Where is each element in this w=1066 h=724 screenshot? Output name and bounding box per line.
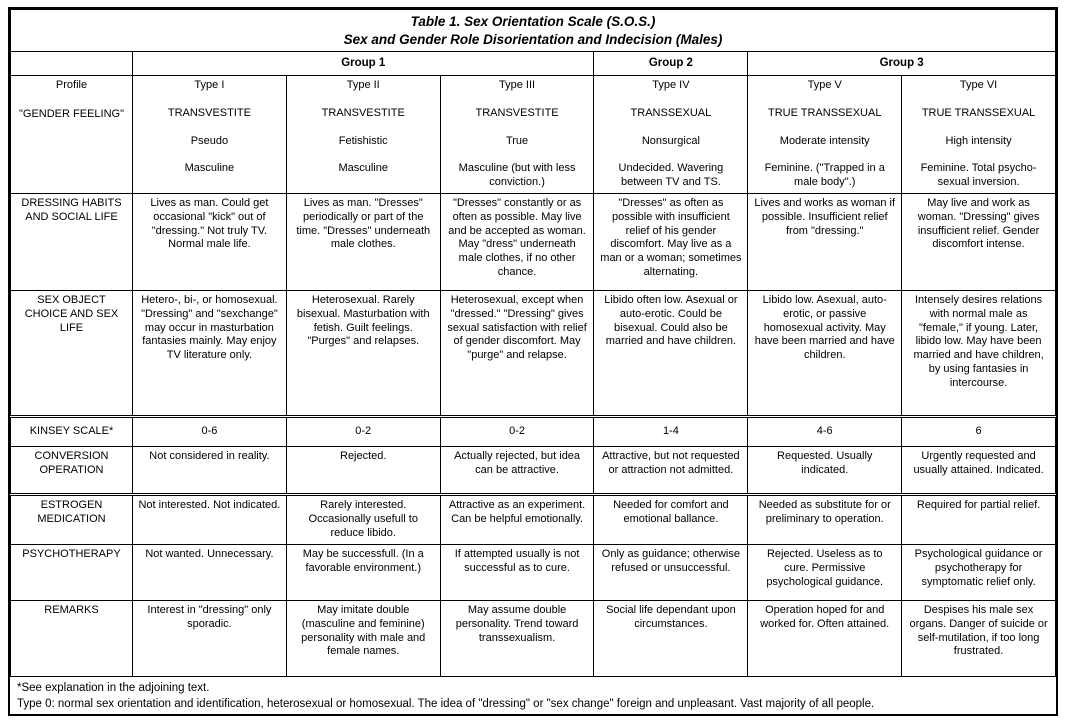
row-label: SEX OBJECT CHOICE AND SEX LIFE [11, 291, 133, 417]
table-cell: Heterosexual, except when "dressed." "Dressing" gives sexual satisfaction with relief of gender discomfort. May "purge" and relapse. [440, 291, 594, 417]
profile-type4-cell [594, 76, 748, 194]
profile-type3-cell [440, 76, 594, 194]
table-cell: 4-6 [748, 417, 902, 447]
table-cell: Lives and works as woman if possible. Insufficient relief from "dressing." [748, 194, 902, 291]
sos-table [10, 9, 1056, 677]
type-heading: Type IV [652, 79, 690, 92]
table-cell: Requested. Usually indicated. [748, 447, 902, 495]
group3-header: Group 3 [748, 52, 1056, 76]
table-cell: May be successfull. (In a favorable environment.) [286, 545, 440, 601]
profile-label: Profile [55, 79, 88, 92]
group1-header: Group 1 [133, 52, 594, 76]
table-cell: Urgently requested and usually attained. Indicated. [902, 447, 1056, 495]
table-cell: Libido often low. Asexual or auto-erotic. Could be bisexual. Could also be married and have children. [594, 291, 748, 417]
table-cell: Needed as substitute for or preliminary to operation. [748, 495, 902, 545]
profile-type1-cell [133, 76, 287, 194]
type-subtype: Moderate intensity [779, 134, 870, 147]
table-title-line1: Table 1. Sex Orientation Scale (S.O.S.) [410, 14, 656, 29]
type-name: TRUE TRANSSEXUAL [767, 106, 882, 119]
table-cell: Attractive as an experiment. Can be helpful emotionally. [440, 495, 594, 545]
table-cell: May imitate double (masculine and feminine) personality with male and female names. [286, 601, 440, 677]
table-cell: Rejected. [286, 447, 440, 495]
type-name: TRANSSEXUAL [630, 106, 712, 119]
row-dressing-habits [11, 194, 1056, 291]
type-heading: Type III [499, 79, 536, 92]
row-sex-object-choice [11, 291, 1056, 417]
table-title-line2: Sex and Gender Role Disorientation and Indecision (Males) [343, 31, 723, 47]
row-conversion-operation [11, 447, 1056, 495]
profile-row-label [11, 76, 133, 194]
table-title-cell [11, 10, 1056, 52]
type-subtype: Nonsurgical [641, 134, 700, 147]
table-cell: Not interested. Not indicated. [133, 495, 287, 545]
table-cell: "Dresses" constantly or as often as possible. May live and be accepted as woman. May "dress" underneath male clothes, if no other chance. [440, 194, 594, 291]
footnote-asterisk: *See explanation in the adjoining text. [17, 682, 210, 695]
table-cell: May assume double personality. Trend toward transsexualism. [440, 601, 594, 677]
table-cell: Actually rejected, but idea can be attractive. [440, 447, 594, 495]
table-cell: Heterosexual. Rarely bisexual. Masturbation with fetish. Guilt feelings. "Purges" and relapses. [286, 291, 440, 417]
table-cell: 6 [902, 417, 1056, 447]
row-estrogen-medication [11, 495, 1056, 545]
type-heading: Type VI [959, 79, 998, 92]
type-subtype: High intensity [945, 134, 1012, 147]
profile-type2-cell [286, 76, 440, 194]
profile-row [11, 76, 1056, 194]
table-cell: Lives as man. "Dresses" periodically or part of the time. "Dresses" underneath male clothes. [286, 194, 440, 291]
table-cell: Lives as man. Could get occasional "kick" out of "dressing." Not truly TV. Normal male life. [133, 194, 287, 291]
table-cell: Interest in "dressing" only sporadic. [133, 601, 287, 677]
table-cell: 0-2 [286, 417, 440, 447]
type-name: TRUE TRANSSEXUAL [921, 106, 1036, 119]
table-cell: Only as guidance; otherwise refused or unsuccessful. [594, 545, 748, 601]
type-feeling: Feminine. Total psycho-sexual inversion. [920, 162, 1037, 189]
profile-type6-cell [902, 76, 1056, 194]
row-label: CONVERSION OPERATION [11, 447, 133, 495]
row-label: REMARKS [11, 601, 133, 677]
table-cell: If attempted usually is not successful as to cure. [440, 545, 594, 601]
table-cell: 1-4 [594, 417, 748, 447]
type-heading: Type V [807, 79, 842, 92]
table-cell: Needed for comfort and emotional ballance. [594, 495, 748, 545]
table-cell: Intensely desires relations with normal male as "female," if young. Later, libido low. May have been married and have children, by using fantasies in intercourse. [902, 291, 1056, 417]
row-label: PSYCHOTHERAPY [11, 545, 133, 601]
row-psychotherapy [11, 545, 1056, 601]
table-cell: Required for partial relief. [902, 495, 1056, 545]
type-heading: Type I [194, 79, 225, 92]
row-kinsey-scale [11, 417, 1056, 447]
table-cell: Rejected. Useless as to cure. Permissive psychological guidance. [748, 545, 902, 601]
group-row-spacer [11, 52, 133, 76]
table-cell: Despises his male sex organs. Danger of suicide or self-mutilation, if too long frustrated. [902, 601, 1056, 677]
table-cell: 0-2 [440, 417, 594, 447]
type-heading: Type II [346, 79, 380, 92]
type-name: TRANSVESTITE [321, 106, 405, 119]
type-subtype: Pseudo [190, 134, 229, 147]
group2-header: Group 2 [594, 52, 748, 76]
row-label: KINSEY SCALE* [11, 417, 133, 447]
type-name: TRANSVESTITE [475, 106, 559, 119]
table-cell: Hetero-, bi-, or homosexual. "Dressing" and "sexchange" may occur in masturbation fantasies mainly. May enjoy TV literature only. [133, 291, 287, 417]
type-feeling: Feminine. ("Trapped in a male body".) [764, 162, 885, 189]
footnote-type0: Type 0: normal sex orientation and identification, heterosexual or homosexual. The idea of "dressing" or "sex change" foreign and unpleasant. Vast majority of all people. [17, 697, 875, 710]
row-remarks [11, 601, 1056, 677]
type-subtype: True [505, 134, 529, 147]
type-subtype: Fetishistic [338, 134, 388, 147]
footnotes [10, 677, 1056, 715]
title-row [11, 10, 1056, 52]
type-feeling: Undecided. Wavering between TV and TS. [618, 162, 724, 189]
table-cell: Operation hoped for and worked for. Often attained. [748, 601, 902, 677]
table-cell: "Dresses" as often as possible with insufficient relief of his gender discomfort. May live as a man or a woman; sometimes alternating. [594, 194, 748, 291]
type-feeling: Masculine (but with less conviction.) [458, 162, 576, 189]
profile-type5-cell [748, 76, 902, 194]
table-cell: 0-6 [133, 417, 287, 447]
row-label: DRESSING HABITS AND SOCIAL LIFE [11, 194, 133, 291]
table-cell: Psychological guidance or psychotherapy for symptomatic relief only. [902, 545, 1056, 601]
type-name: TRANSVESTITE [167, 106, 251, 119]
row-label: ESTROGEN MEDICATION [11, 495, 133, 545]
group-header-row [11, 52, 1056, 76]
table-cell: Attractive, but not requested or attraction not admitted. [594, 447, 748, 495]
gender-feeling-label: "GENDER FEELING" [19, 107, 124, 120]
table-cell: Libido low. Asexual, auto-erotic, or passive homosexual activity. May have been married and have children. [748, 291, 902, 417]
type-feeling: Masculine [338, 162, 388, 175]
table-cell: Social life dependant upon circumstances. [594, 601, 748, 677]
table-cell: May live and work as woman. "Dressing" gives insufficient relief. Gender discomfort intense. [902, 194, 1056, 291]
table-cell: Not considered in reality. [133, 447, 287, 495]
table-cell: Not wanted. Unnecessary. [133, 545, 287, 601]
type-feeling: Masculine [184, 162, 235, 175]
table-cell: Rarely interested. Occasionally usefull to reduce libido. [286, 495, 440, 545]
table-frame [8, 7, 1058, 716]
